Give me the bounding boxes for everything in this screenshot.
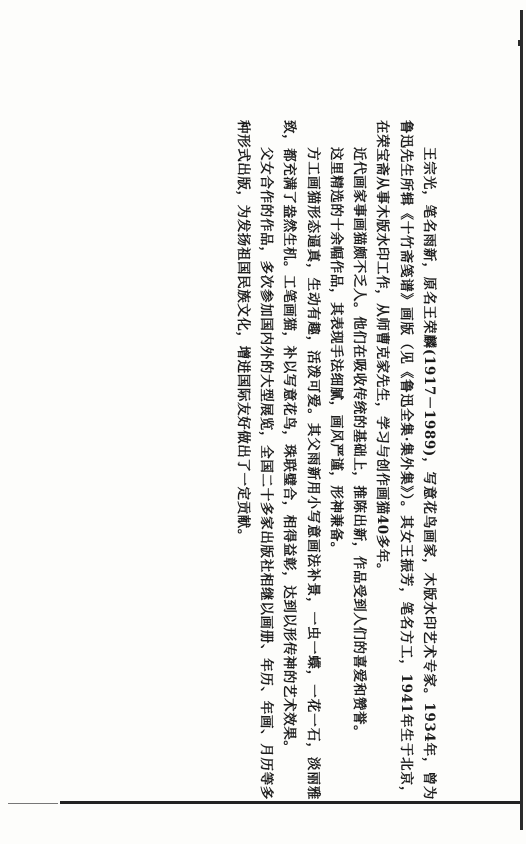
rotated-text-block: [80, 120, 440, 800]
paragraph-exhibitions: 父女合作的作品，多次参加国内外的大型展览，全国二十多家出版社相继以画册、年历、年画、月历等多种形式出版，为发扬祖国民族文化，增进国际友好做出了一定贡献。: [234, 120, 274, 800]
scan-edge-faint: [8, 803, 58, 804]
paragraph-modern-painters: 近代画家事画猫颇不乏人。他们在吸收传统的基础上，推陈出新，作品受到人们的喜爱和赞誉。: [351, 147, 368, 740]
paragraph-biography: 王宗光，笔名雨新，原名王荣麟(1917－1989)，写意花鸟画家，木版水印艺术专家。1934年，曾为鲁迅先生所辑《十竹斋笺谱》画版（见《鲁迅全集·集外集》）。其女王振芳，笔名方工，1941年生于北京，在荣宝斋从事木版水印工作，从师曹克家先生，学习与创作画猫40多年。: [374, 120, 437, 800]
binding-edge: [520, 10, 523, 830]
paragraph-fanggong-style: 方工画猫形态逼真，生动有趣，活泼可爱。其父雨新用小写意画法补景，一虫一蝶，一花一石，淡丽雅致，都充满了盎然生机。工笔画猫，补以写意花鸟，珠联璧合，相得益彰，达到以形传神的艺术效果。: [281, 120, 321, 800]
scan-edge: [60, 801, 520, 804]
paragraph-selected-works: 这里精选的十余幅作品，其表现手法细腻，画风严谨，形神兼备。: [327, 147, 344, 556]
binding-mark: [518, 40, 520, 46]
